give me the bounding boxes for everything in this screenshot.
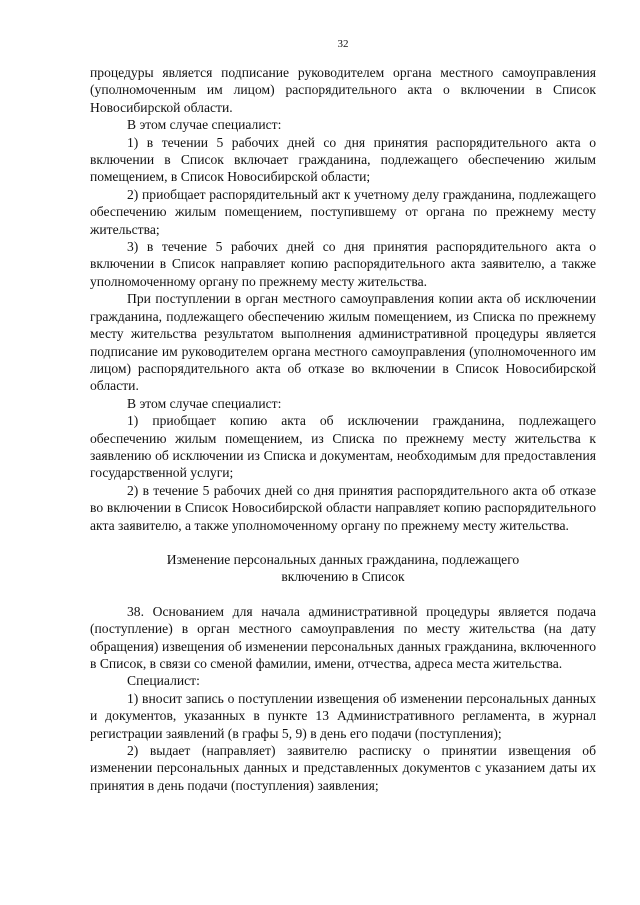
document-body <box>90 64 596 794</box>
paragraph: 2) приобщает распорядительный акт к учетному делу гражданина, подлежащего обеспечению жилым помещением, поступившему от органа по прежнему месту жительства; <box>90 186 596 237</box>
section-heading-line-1: Изменение персональных данных гражданина, подлежащего <box>166 551 520 567</box>
paragraph: В этом случае специалист: <box>127 117 282 133</box>
paragraph: 3) в течение 5 рабочих дней со дня принятия распорядительного акта о включении в Список направляет копию распорядительного акта заявителю, а также уполномоченному органу по прежнему месту жительства. <box>90 239 596 289</box>
paragraph: Специалист: <box>127 673 200 689</box>
paragraph: 1) приобщает копию акта об исключении гражданина, подлежащего обеспечению жилым помещением, из Списка по прежнему месту жительства к заявлению об исключении из Списка и документам, необходимым для предоставления государственной услуги; <box>90 413 596 481</box>
paragraph: При поступлении в орган местного самоуправления копии акта об исключении гражданина, подлежащего обеспечению жилым помещением, из Списка по прежнему месту жительства результатом выполнения административной процедуры является подписание им руководителем органа местного самоуправления (уполномоченного им лицом) распорядительного акта об отказе во включении в Список Новосибирской области. <box>90 291 596 394</box>
paragraph: 2) в течение 5 рабочих дней со дня принятия распорядительного акта об отказе во включении в Список Новосибирской области направляет копию распорядительного акта заявителю, а также уполномоченному органу по прежнему месту жительства. <box>90 482 596 533</box>
paragraph: 38. Основанием для начала административной процедуры является подача (поступление) в орган местного самоуправления по месту жительства (на дату обращения) извещения об изменении персональных данных гражданина, включенного в Список, в связи со сменой фамилии, имени, отчества, адреса места жительства. <box>90 603 596 671</box>
paragraph: В этом случае специалист: <box>127 395 282 411</box>
paragraph: 1) в течении 5 рабочих дней со дня принятия распорядительного акта о включении в Список включает гражданина, подлежащего обеспечению жилым помещением, в Список Новосибирской области; <box>90 134 596 185</box>
paragraph: 1) вносит запись о поступлении извещения об изменении персональных данных и документов, указанных в пункте 13 Административного регламента, в журнал регистрации заявлений (в графы 5, 9) в день его подачи (поступления); <box>90 690 596 741</box>
section-heading-line-2: включению в Список <box>281 569 405 585</box>
paragraph: процедуры является подписание руководителем органа местного самоуправления (уполномоченным им лицом) распорядительного акта о включении в Список Новосибирской области. <box>90 65 596 115</box>
paragraph: 2) выдает (направляет) заявителю расписку о принятии извещения об изменении персональных данных и представленных документов с указанием даты их принятия в день подачи (поступления) заявления; <box>90 743 596 793</box>
page-number: 32 <box>337 38 349 50</box>
